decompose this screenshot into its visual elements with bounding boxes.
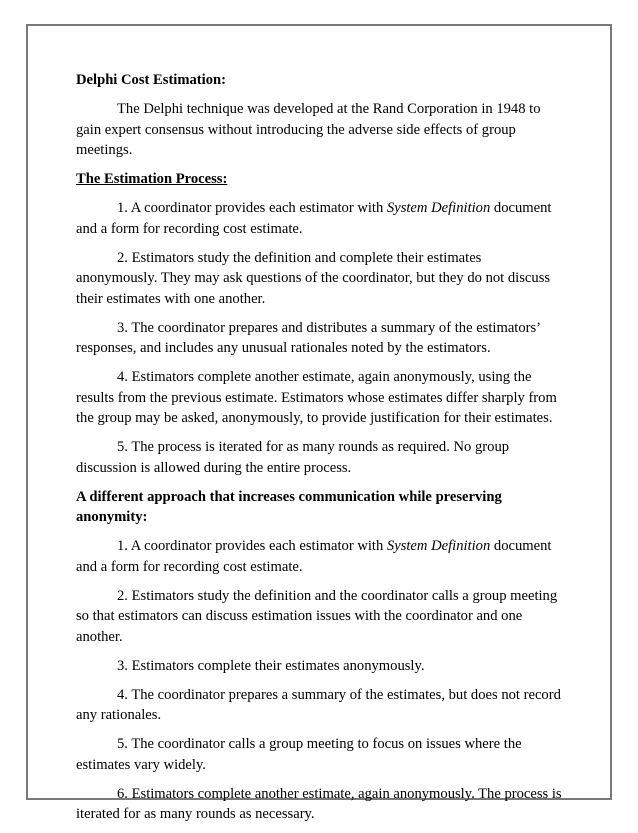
document-title: Delphi Cost Estimation: [76,72,226,88]
section2-step-1-after: document and a form for recording cost estimate. [76,538,552,575]
section2-step-5: 5. The coordinator calls a group meeting to focus on issues where the estimates vary widely. [76,736,522,773]
section1-heading: The Estimation Process: [76,171,228,187]
section1-step-4: 4. Estimators complete another estimate, again anonymously, using the results from the previous estimate. Estimators whose estimates differ sharply from the group may be asked, anonymously, to provide justification for their estimates. [76,369,557,426]
document-body [76,70,563,833]
section1-step-3: 3. The coordinator prepares and distributes a summary of the estimators’ responses, and includes any unusual rationales noted by the estimators. [76,319,540,356]
section1-step-1 [76,198,563,239]
section2-step-1 [76,536,563,577]
section1-step-1-after: document and a form for recording cost estimate. [76,200,552,237]
section2-heading: A different approach that increases communication while preserving anonymity: [76,488,502,525]
section2-step-3: 3. Estimators complete their estimates anonymously. [117,657,425,674]
section1-step-5: 5. The process is iterated for as many rounds as required. No group discussion is allowed during the entire process. [76,439,510,476]
section1-step-1-before: 1. A coordinator provides each estimator with [117,200,387,216]
section1-step-1-emphasis: System Definition [386,200,491,216]
section2-step-1-emphasis: System Definition [386,538,491,554]
section2-step-1-before: 1. A coordinator provides each estimator with [117,538,387,554]
page-frame [26,24,612,822]
intro-paragraph: The Delphi technique was developed at the Rand Corporation in 1948 to gain expert consensus without introducing the adverse side effects of group meetings. [76,101,541,158]
section1-step-2: 2. Estimators study the definition and complete their estimates anonymously. They may ask questions of the coordinator, but they do not discuss their estimates with one another. [76,249,551,307]
section2-step-2: 2. Estimators study the definition and the coordinator calls a group meeting so that estimators can discuss estimation issues with the coordinator and one another. [76,587,558,645]
section2-step-4: 4. The coordinator prepares a summary of the estimates, but does not record any rationales. [76,686,561,723]
section2-step-6: 6. Estimators complete another estimate, again anonymously. The process is iterated for as many rounds as necessary. [76,785,562,822]
